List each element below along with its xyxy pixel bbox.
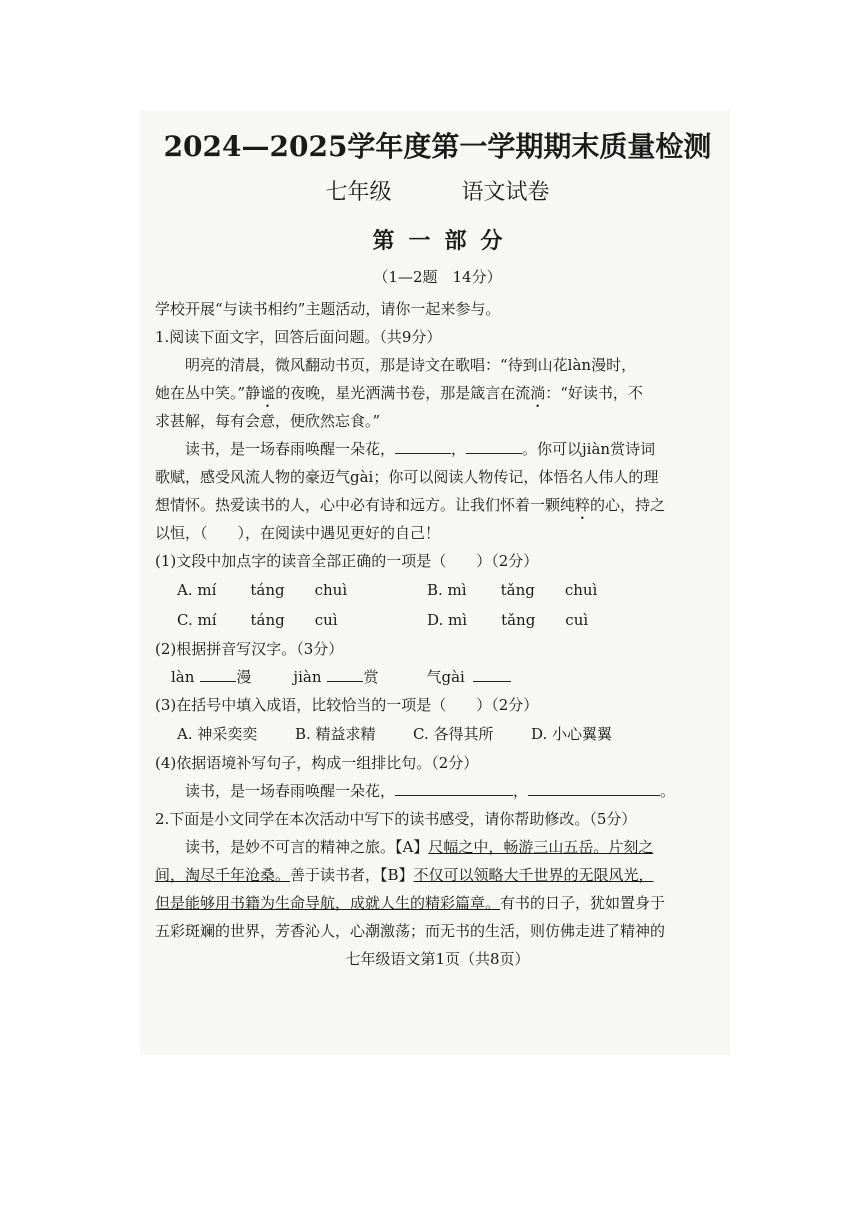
sentence-text: 读书，是一场春雨唤醒一朵花， — [185, 782, 396, 800]
sub2-stem: (2)根据拼音写汉字。（3分） — [155, 640, 344, 658]
q2-line: 五彩斑斓的世界，芳香沁人，心潮激荡；而无书的生活，则仿佛走进了精神的 — [155, 922, 666, 940]
answer-blank[interactable] — [327, 665, 363, 682]
exam-subtitle — [155, 171, 720, 215]
passage-line: 求甚解，每有会意，便欣然忘食。” — [155, 412, 381, 430]
sentence-text: ， — [513, 782, 529, 800]
option-a[interactable]: A. 神采奕奕 — [177, 725, 258, 743]
passage-line — [155, 491, 720, 519]
option-d[interactable]: D. mì tǎng cuì — [427, 611, 589, 629]
hanzi-text: 赏 — [363, 668, 379, 686]
passage-text: 想情怀。热爱读书的人，心中必有诗和远方。让我们怀着一颗纯 — [155, 496, 576, 514]
sub4-stem: (4)依据语境补写句子，构成一组排比句。（2分） — [155, 754, 479, 772]
passage-text: ， — [451, 440, 467, 458]
part-subtitle: （1—2题 14分） — [373, 268, 502, 286]
exam-content — [155, 125, 720, 973]
pinyin-text: jiàn — [293, 668, 322, 686]
passage-text: 读书，是一场春雨唤醒一朵花， — [185, 440, 396, 458]
option-b[interactable]: B. mì tǎng chuì — [427, 581, 598, 599]
dotted-char: 粹 — [575, 496, 591, 514]
passage-line — [155, 435, 720, 463]
q2-text: 有书的日子，犹如置身于 — [500, 894, 666, 912]
dotted-char: 淌 — [530, 384, 546, 402]
hanzi-text: 气 — [426, 668, 442, 686]
passage-text: 她在丛中笑。”静 — [155, 384, 261, 402]
sub4-sentence — [155, 777, 720, 805]
hanzi-text: 漫 — [236, 668, 252, 686]
underlined-text: 间，淘尽千年沧桑。 — [155, 866, 291, 884]
option-a[interactable]: A. mí táng chuì — [177, 581, 348, 599]
q2-line — [155, 889, 720, 917]
sub3-stem: (3)在括号中填入成语，比较恰当的一项是（ ）（2分） — [155, 696, 539, 714]
page-footer: 七年级语文第1页（共8页） — [345, 950, 530, 968]
exam-title: 2024—2025学年度第一学期期末质量检测 — [163, 130, 712, 163]
q2-line — [155, 861, 720, 889]
passage-text: 。你可以jiàn赏诗词 — [522, 440, 656, 458]
option-c[interactable]: C. 各得其所 — [413, 725, 494, 743]
grade-label: 七年级 — [325, 180, 392, 205]
passage-text: ：“好读书，不 — [545, 384, 643, 402]
intro-text: 学校开展“与读书相约”主题活动，请你一起来参与。 — [155, 300, 501, 318]
option-c[interactable]: C. mí táng cuì — [177, 611, 338, 629]
dotted-char: 谧 — [260, 384, 276, 402]
option-b[interactable]: B. 精益求精 — [295, 725, 376, 743]
pinyin-text: gài — [441, 668, 465, 686]
underlined-text: 但是能够用书籍为生命导航，成就人生的精彩篇章。 — [155, 894, 501, 912]
passage-line — [155, 379, 720, 407]
subject-label: 语文试卷 — [461, 180, 550, 205]
passage-text: 的夜晚，星光洒满书卷，那是箴言在流 — [275, 384, 531, 402]
answer-blank[interactable] — [473, 665, 511, 682]
answer-blank[interactable] — [466, 437, 522, 454]
q2-line — [155, 833, 720, 861]
sub1-options-row — [155, 605, 720, 635]
answer-blank[interactable] — [528, 779, 660, 796]
passage-line: 歌赋，感受风流人物的豪迈气gài；你可以阅读人物传记，体悟名人伟人的理 — [155, 468, 659, 486]
passage-text: 的心，持之 — [590, 496, 666, 514]
passage-line: 以恒，（ ），在阅读中遇见更好的自己！ — [155, 524, 441, 542]
answer-blank[interactable] — [395, 437, 451, 454]
answer-blank[interactable] — [395, 779, 513, 796]
passage-line: 明亮的清晨，微风翻动书页，那是诗文在歌唱：“待到山花làn漫时， — [185, 356, 637, 374]
underlined-text: 不仅可以领略大千世界的无限风光， — [413, 866, 654, 884]
sub1-options-row — [155, 575, 720, 605]
q2-text: 读书，是妙不可言的精神之旅。【A】 — [185, 838, 429, 856]
q1-stem: 1.阅读下面文字，回答后面问题。（共9分） — [155, 328, 442, 346]
answer-blank[interactable] — [200, 665, 236, 682]
sub3-options-row — [155, 719, 720, 749]
sub1-stem: (1)文段中加点字的读音全部正确的一项是（ ）（2分） — [155, 552, 539, 570]
q2-text: 善于读书者，【B】 — [290, 866, 414, 884]
option-d[interactable]: D. 小心翼翼 — [531, 725, 613, 743]
q2-stem: 2.下面是小文同学在本次活动中写下的读书感受，请你帮助修改。（5分） — [155, 810, 637, 828]
pinyin-text: làn — [171, 668, 195, 686]
sub2-items — [155, 663, 720, 691]
underlined-text: 尺幅之中，畅游三山五岳。片刻之 — [428, 838, 654, 856]
part-title: 第一部分 — [372, 228, 517, 254]
sentence-text: 。 — [660, 782, 676, 800]
